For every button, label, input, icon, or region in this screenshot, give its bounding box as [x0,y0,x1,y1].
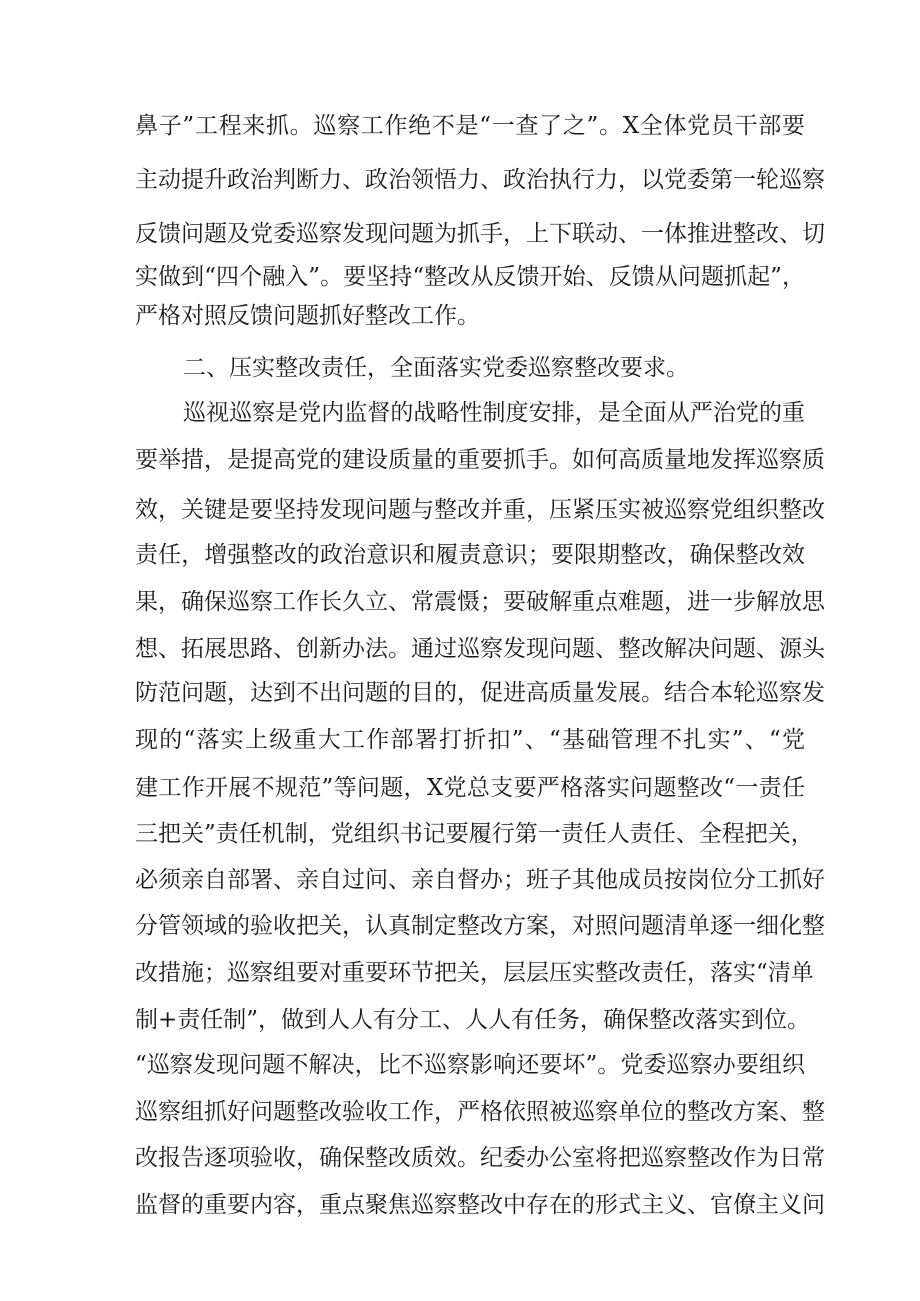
text-line: 主动提升政治判断力、政治领悟力、政治执行力，以党委第一轮巡察 [135,167,825,193]
text-line: 反馈问题及党委巡察发现问题为抓手，上下联动、一体推进整改、切 [135,221,825,247]
text-line: 实做到“四个融入”。要坚持“整改从反馈开始、反馈从问题抓起”， [135,264,805,290]
text-line: 建工作开展不规范”等问题，X党总支要严格落实问题整改“一责任 [135,775,805,801]
text-line: 责任，增强整改的政治意识和履责意识；要限期整改，确保整改效 [135,542,805,568]
text-line: 要举措，是提高党的建设质量的重要抓手。如何高质量地发挥巡察质 [135,447,825,473]
section-heading: 二、压实整改责任，全面落实党委巡察整改要求。 [183,355,689,381]
text-line: 效，关键是要坚持发现问题与整改并重，压紧压实被巡察党组织整改 [135,497,825,523]
text-line: 制+责任制”，做到人人有分工、人人有任务，确保整改落实到位。 [135,1007,811,1033]
text-line: 果，确保巡察工作长久立、常震慑；要破解重点难题，进一步解放思 [135,589,825,615]
text-line: 现的“落实上级重大工作部署打折扣”、“基础管理不扎实”、“党 [135,727,805,753]
text-line: 想、拓展思路、创新办法。通过巡察发现问题、整改解决问题、源头 [135,636,825,662]
text-line: 分管领域的验收把关，认真制定整改方案，对照问题清单逐一细化整 [135,913,825,939]
text-line: 巡察组抓好问题整改验收工作，严格依照被巡察单位的整改方案、整 [135,1099,825,1125]
text-line: 改报告逐项验收，确保整改质效。纪委办公室将把巡察整改作为日常 [135,1145,825,1171]
text-line: “巡察发现问题不解决，比不巡察影响还要坏”。党委巡察办要组织 [135,1052,805,1078]
text-line: 改措施；巡察组要对重要环节把关，层层压实整改责任，落实“清单 [135,960,814,986]
text-line: 防范问题，达到不出问题的目的，促进高质量发展。结合本轮巡察发 [135,680,825,706]
text-line: 监督的重要内容，重点聚焦巡察整改中存在的形式主义、官僚主义问 [135,1192,825,1218]
text-line: 必须亲自部署、亲自过问、亲自督办；班子其他成员按岗位分工抓好 [135,867,825,893]
text-line: 巡视巡察是党内监督的战略性制度安排，是全面从严治党的重 [183,400,805,426]
text-line: 鼻子”工程来抓。巡察工作绝不是“一查了之”。X全体党员干部要 [135,113,805,139]
text-line: 严格对照反馈问题抓好整改工作。 [135,303,480,329]
text-line: 三把关”责任机制，党组织书记要履行第一责任人责任、全程把关， [135,821,814,847]
